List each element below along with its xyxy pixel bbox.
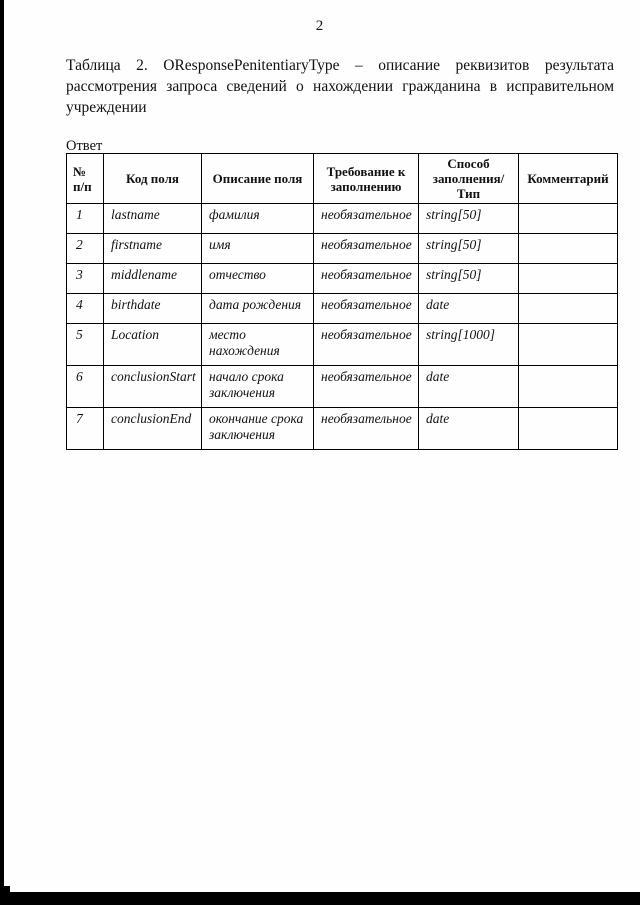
fill-requirement-cell: необязательное — [314, 234, 419, 264]
field-description-cell: начало срока заключения — [202, 366, 314, 408]
table-row — [67, 408, 618, 450]
row-number-cell: 2 — [67, 234, 104, 264]
page-number: 2 — [315, 18, 325, 34]
table-row — [67, 234, 618, 264]
comment-cell — [519, 324, 618, 366]
row-number-cell: 7 — [67, 408, 104, 450]
field-code-cell: conclusionEnd — [104, 408, 202, 450]
table-label: Ответ — [66, 138, 103, 154]
comment-cell — [519, 366, 618, 408]
field-description-cell: отчество — [202, 264, 314, 294]
header-comment: Комментарий — [519, 154, 618, 204]
header-fill-requirement: Требование к заполнению — [314, 154, 419, 204]
fill-requirement-cell: необязательное — [314, 324, 419, 366]
row-number-cell: 5 — [67, 324, 104, 366]
header-field-code: Код поля — [104, 154, 202, 204]
field-code-cell: firstname — [104, 234, 202, 264]
row-number-cell: 1 — [67, 204, 104, 234]
comment-cell — [519, 408, 618, 450]
scan-bottom-edge — [0, 892, 640, 905]
fill-requirement-cell: необязательное — [314, 294, 419, 324]
fill-type-cell: string[1000] — [419, 324, 519, 366]
field-description-cell: дата рождения — [202, 294, 314, 324]
row-number-cell: 3 — [67, 264, 104, 294]
fill-type-cell: string[50] — [419, 204, 519, 234]
field-description-cell: окончание срока заключения — [202, 408, 314, 450]
intro-paragraph: Таблица 2. OResponsePenitentiaryType – описание реквизитов результата рассмотрения запроса сведений о нахождении гражданина в исправительном учреждении — [66, 57, 614, 116]
fill-type-cell: date — [419, 294, 519, 324]
table-header-row — [67, 154, 618, 204]
fill-type-cell: date — [419, 408, 519, 450]
fill-requirement-cell: необязательное — [314, 264, 419, 294]
row-number-cell: 6 — [67, 366, 104, 408]
field-code-cell: Location — [104, 324, 202, 366]
fill-requirement-cell: необязательное — [314, 204, 419, 234]
field-code-cell: birthdate — [104, 294, 202, 324]
comment-cell — [519, 264, 618, 294]
scan-left-edge — [0, 0, 4, 905]
field-code-cell: lastname — [104, 204, 202, 234]
table-row — [67, 294, 618, 324]
field-description-cell: место нахождения — [202, 324, 314, 366]
fill-requirement-cell: необязательное — [314, 408, 419, 450]
field-description-cell: имя — [202, 234, 314, 264]
fill-type-cell: date — [419, 366, 519, 408]
field-code-cell: conclusionStart — [104, 366, 202, 408]
comment-cell — [519, 234, 618, 264]
table-row — [67, 366, 618, 408]
table-row — [67, 324, 618, 366]
field-code-cell: middlename — [104, 264, 202, 294]
fill-type-cell: string[50] — [419, 264, 519, 294]
row-number-cell: 4 — [67, 294, 104, 324]
header-row-number: № п/п — [67, 154, 104, 204]
header-fill-method-type: Способ заполнения/Тип — [419, 154, 519, 204]
comment-cell — [519, 204, 618, 234]
header-field-description: Описание поля — [202, 154, 314, 204]
fill-type-cell: string[50] — [419, 234, 519, 264]
field-description-cell: фамилия — [202, 204, 314, 234]
scan-bottom-corner — [0, 886, 10, 892]
table-row — [67, 264, 618, 294]
response-fields-table — [66, 153, 618, 450]
table-row — [67, 204, 618, 234]
comment-cell — [519, 294, 618, 324]
fill-requirement-cell: необязательное — [314, 366, 419, 408]
